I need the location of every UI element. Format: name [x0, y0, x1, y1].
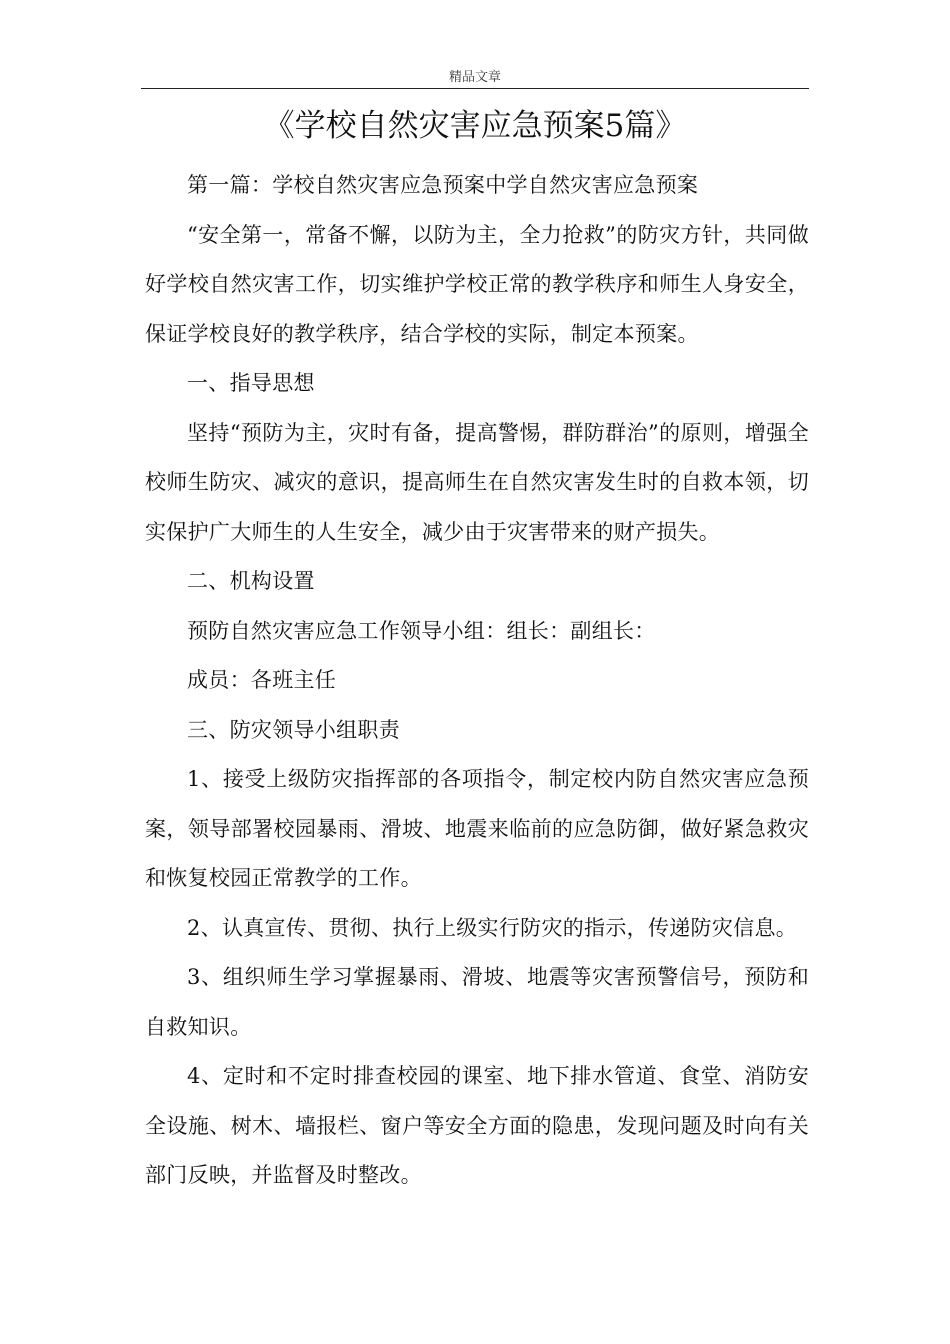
paragraph-guiding-ideology: 坚持“预防为主，灾时有备，提高警惕，群防群治”的原则，增强全校师生防灾、减灾的意识，提高师生在自然灾害发生时的自救本领，切实保护广大师生的人生安全，减少由于灾害带来的财产损失。 — [145, 420, 809, 544]
list-item-responsibility-1: 1、接受上级防灾指挥部的各项指令，制定校内防自然灾害应急预案，领导部署校园暴雨、滑坡、地震来临前的应急防御，做好紧急救灾和恢复校园正常教学的工作。 — [145, 767, 809, 890]
list-item-responsibility-4: 4、定时和不定时排查校园的课室、地下排水管道、食堂、消防安全设施、树木、墙报栏、窗户等安全方面的隐患，发现问题及时向有关部门反映，并监督及时整改。 — [145, 1064, 809, 1187]
document-body — [145, 161, 809, 1201]
page-header-label: 精品文章 — [448, 70, 501, 85]
section-heading-organization: 二、机构设置 — [187, 569, 315, 593]
list-item-responsibility-3: 3、组织师生学习掌握暴雨、滑坡、地震等灾害预警信号，预防和自救知识。 — [145, 965, 809, 1039]
paragraph-leadership-group: 预防自然灾害应急工作领导小组：组长：副组长： — [187, 618, 656, 643]
list-item-responsibility-2: 2、认真宣传、贯彻、执行上级实行防灾的指示，传递防灾信息。 — [187, 915, 798, 940]
section-heading-guiding-ideology: 一、指导思想 — [187, 371, 315, 395]
section-heading-part-one: 第一篇：学校自然灾害应急预案中学自然灾害应急预案 — [187, 173, 699, 197]
paragraph-intro: “安全第一，常备不懈，以防为主，全力抢救”的防灾方针，共同做好学校自然灾害工作，切实维护学校正常的教学秩序和师生人身安全，保证学校良好的教学秩序，结合学校的实际，制定本预案。 — [145, 222, 809, 346]
document-title: 《学校自然灾害应急预案5篇》 — [263, 108, 687, 144]
section-heading-responsibilities: 三、防灾领导小组职责 — [187, 717, 400, 742]
header-divider — [141, 88, 809, 89]
paragraph-members: 成员：各班主任 — [187, 668, 337, 692]
